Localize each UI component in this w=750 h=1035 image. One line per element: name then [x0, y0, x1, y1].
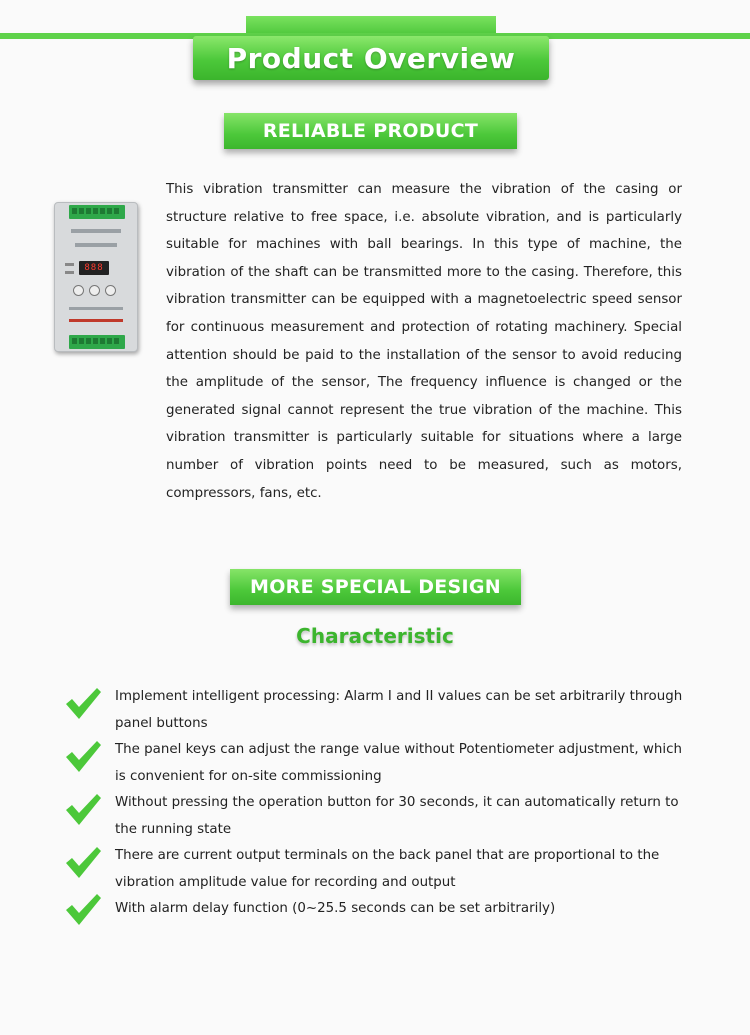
- device-button: [73, 285, 84, 296]
- device-label-line: [75, 243, 117, 247]
- device-label-line: [69, 319, 123, 322]
- device-label-line: [71, 229, 121, 233]
- device-button: [89, 285, 100, 296]
- reliable-product-banner: [224, 113, 517, 149]
- device-led-label: [65, 263, 74, 266]
- device-button: [105, 285, 116, 296]
- characteristic-title: Characteristic: [296, 624, 454, 648]
- device-display: 888: [79, 261, 109, 275]
- feature-text: With alarm delay function (0~25.5 seconds can be set arbitrarily): [115, 901, 556, 916]
- checkmark-icon: [64, 792, 102, 826]
- checkmark-icon: [64, 686, 102, 720]
- product-overview-banner: [193, 36, 549, 80]
- device-label-line: [69, 307, 123, 310]
- top-terminal-block: [69, 205, 125, 219]
- bottom-terminal-block: [69, 335, 125, 349]
- feature-text: Implement intelligent processing: Alarm I and II values can be set arbitrarily through panel buttons: [115, 689, 683, 731]
- special-design-banner: [230, 569, 521, 605]
- checkmark-icon: [64, 892, 102, 926]
- device-led-label: [65, 271, 74, 274]
- section-title-special: MORE SPECIAL DESIGN: [249, 576, 501, 598]
- feature-text: The panel keys can adjust the range value without Potentiometer adjustment, which is convenient for on-site commissioning: [115, 742, 682, 784]
- section-title-reliable: RELIABLE PRODUCT: [262, 120, 479, 142]
- page-title: Product Overview: [226, 41, 516, 75]
- product-description: This vibration transmitter can measure the vibration of the casing or structure relative to free space, i.e. absolute vibration, and is particularly suitable for machines with ball bearings. In this type of machine, the vibration of the shaft can be transmitted more to the casing. Therefore, this vibration transmitter can be equipped with a magnetoelectric speed sensor for continuous measurement and protection of rotating machinery. Special attention should be paid to the installation of the sensor to avoid reducing the amplitude of the sensor, The frequency influence is changed or the generated signal cannot represent the true vibration of the machine. This vibration transmitter is particularly suitable for situations where a large number of vibration points need to be measured, such as motors, compressors, fans, etc.: [166, 182, 682, 501]
- feature-text: There are current output terminals on the back panel that are proportional to the vibration amplitude value for recording and output: [115, 848, 660, 890]
- feature-text: Without pressing the operation button for 30 seconds, it can automatically return to the running state: [115, 795, 679, 837]
- vibration-transmitter-image: [54, 202, 138, 352]
- checkmark-icon: [64, 845, 102, 879]
- checkmark-icon: [64, 739, 102, 773]
